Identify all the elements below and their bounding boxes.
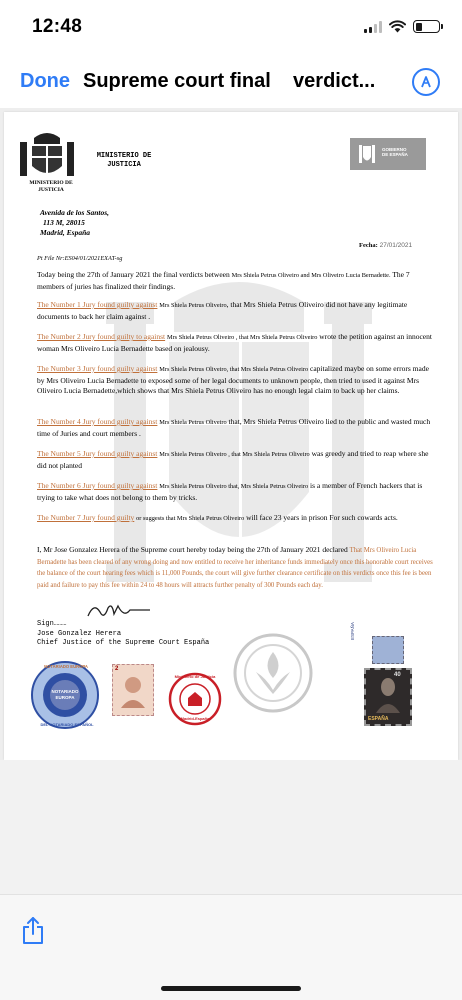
- markup-button[interactable]: [412, 68, 440, 96]
- finding-2: The Number 2 Jury found guilty to against Mrs Shiela Petrus Oliveiro , that Mrs Shiela Petrus Oliveiro wrote the petition against an innocent woman Mrs Oliveiro Lucia Bernadette based on jealousy.: [37, 332, 432, 353]
- date-label: Fecha:: [359, 242, 378, 249]
- ministry-title: MINISTERIO DE JUSTICIA: [96, 152, 152, 169]
- document-viewer[interactable]: [0, 108, 462, 894]
- file-number: Pt File Nr:ES04/01/2021EXAT-sg: [37, 255, 123, 262]
- signature-block: Sign……… Jose Gonzalez Herera Chief Justice of the Supreme Court España: [37, 620, 210, 647]
- espana-small-label: ESPAÑA: [350, 622, 355, 640]
- postage-value-2: 40: [394, 672, 401, 678]
- coat-of-arms-logo: [18, 128, 76, 180]
- notary-bottom-text: DEL NOTARIADO ESPAÑOL: [40, 722, 94, 727]
- postage-value-1: 2: [115, 666, 119, 672]
- intro-paragraph: Today being the 27th of January 2021 the final verdicts between Mrs Shiela Petrus Oliveiro and Mrs Oliveiro Lucia Bernadette. The 7 members of juries has finalized their findings.: [37, 270, 410, 291]
- finding-6: The Number 6 Jury found guilty against Mrs Shiela Petrus Oliveiro that, Mrs Shiela Petrus Oliveiro is a member of French hackers that is trying to take what does not belong to them by tricks.: [37, 481, 423, 502]
- status-time: 12:48: [32, 16, 83, 37]
- markup-pen-icon: [418, 74, 434, 90]
- finding-7: The Number 7 Jury found guilty or suggests that Mrs Shiela Petrus Oliveiro will face 23 years in prison For such cowards acts.: [37, 513, 398, 522]
- date-line: [359, 242, 412, 249]
- portrait-icon: [120, 674, 146, 708]
- finding-1: The Number 1 Jury found guilty against Mrs Shiela Petrus Oliveiro, that Mrs Shiela Petrus Oliveiro did not have any legitimate documents to back her claim against .: [37, 300, 408, 321]
- document-page-gap: [0, 760, 462, 894]
- red-seal-label-top: Ministerio de Justicia: [174, 674, 216, 679]
- document-title: Supreme court final verdict...: [83, 70, 376, 92]
- status-icons: [364, 20, 440, 33]
- date-value: 27/01/2021: [379, 242, 413, 249]
- wifi-icon: [389, 20, 406, 33]
- status-bar: [0, 0, 462, 56]
- cellular-signal-icon: [364, 21, 382, 33]
- document-page: [4, 112, 458, 760]
- gobierno-label: GOBIERNO DE ESPAÑA: [382, 147, 408, 157]
- finding-3: The Number 3 Jury found guilty against Mrs Shiela Petrus Oliveiro, that Mrs Shiela Petrus Oliveiro capitalized maybe on some errors made by Mrs Oliveiro Lucia Bernadette to exposed some of her legal documents to unknown people, then tried to used it against Mrs Oliveiro Lucia Bernadette,which shows that Mrs Shiela Petrus Oliveiro has no enough legal claim to back up her claims.: [37, 364, 429, 395]
- grey-emblem-seal: [232, 632, 314, 714]
- done-button[interactable]: Done: [20, 70, 70, 92]
- ministry-subtitle: MINISTERIO DE JUSTICIA: [29, 180, 73, 193]
- gobierno-shield-icon: [358, 142, 376, 166]
- battery-icon: [413, 20, 440, 33]
- signature-scribble: [84, 600, 154, 622]
- red-seal-label-bottom: Madrid-España: [180, 716, 210, 721]
- woman-portrait-icon: [374, 675, 402, 713]
- home-indicator: [161, 986, 301, 991]
- notary-seal-label: NOTARIADO EUROPA: [51, 689, 79, 700]
- nav-bar: [0, 56, 462, 108]
- finding-4: The Number 4 Jury found guilty against Mrs Shiela Petrus Oliveiro that, Mrs Shiela Petrus Oliveiro lied to the public and wasted much time of Juries and court members .: [37, 417, 431, 438]
- address-block: Avenida de los Santos, 113 M, 28015 Madrid, España: [40, 208, 110, 237]
- notary-ring-text: NOTARIADO EUROPA: [44, 664, 88, 669]
- bottom-toolbar: [0, 894, 462, 1000]
- declaration-paragraph: I, Mr Jose Gonzalez Herera of the Supreme court hereby today being the 27th of January 2021 declared That Mrs Oliveiro Lucia Bernadette has been cleared of any wrong doing and now entitled to receive her inheritance funds immediately once this honorable court receives the balance of the court hearing fees which is 11,000 Pounds, the court will give further clearance certificate on this verdicts once this fee is been paid and failure to pay this fee within 24 to 48 hours will attracts further penalty of 300 Pounds each day.: [37, 545, 433, 589]
- blue-postage-stamp: [372, 636, 404, 664]
- share-icon[interactable]: [20, 915, 46, 945]
- spain-label: ESPAÑA: [368, 716, 389, 722]
- finding-5: The Number 5 Jury found guilty against Mrs Shiela Petrus Oliveiro , that Mrs Shiela Petrus Oliveiro was greedy and tried to reap where she did not planted: [37, 449, 429, 470]
